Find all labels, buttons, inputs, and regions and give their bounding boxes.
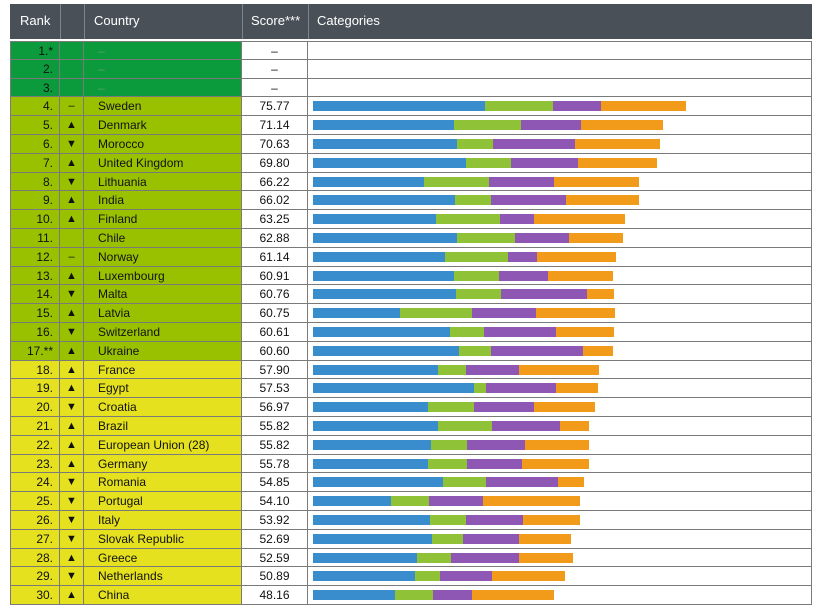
score-cell: 63.25 (242, 210, 308, 229)
rank-cell: 12. (10, 248, 60, 267)
rank-cell: 10. (10, 210, 60, 229)
category-bar-segment (431, 440, 467, 450)
rank-cell: 26. (10, 511, 60, 530)
category-bar-segment (313, 590, 395, 600)
category-bar-segment (466, 365, 519, 375)
category-bar-segment (485, 101, 553, 111)
categories-cell (308, 549, 812, 568)
score-cell: 60.75 (242, 304, 308, 323)
category-bar-segment (455, 195, 491, 205)
trend-icon: ▲ (60, 455, 84, 474)
categories-cell (308, 361, 812, 380)
table-row (10, 586, 812, 605)
country-cell: Sweden (84, 97, 242, 116)
table-row (10, 530, 812, 549)
category-bar-segment (472, 590, 554, 600)
categories-cell (308, 323, 812, 342)
categories-cell (308, 417, 812, 436)
categories-cell (308, 79, 812, 98)
header-categories: Categories (317, 13, 380, 28)
categories-cell (308, 248, 812, 267)
category-bar-segment (474, 383, 486, 393)
table-row (10, 567, 812, 586)
trend-icon: ▲ (60, 210, 84, 229)
score-cell: 71.14 (242, 116, 308, 135)
country-cell: India (84, 191, 242, 210)
categories-cell (308, 229, 812, 248)
header-country: Country (94, 13, 140, 28)
category-bar-segment (438, 421, 492, 431)
trend-icon: ▲ (60, 586, 84, 605)
table-row (10, 436, 812, 455)
table-header (10, 4, 812, 39)
category-bar-segment (519, 534, 571, 544)
category-bar-segment (515, 233, 569, 243)
trend-icon: ▲ (60, 154, 84, 173)
table-row (10, 361, 812, 380)
score-cell: – (242, 41, 308, 60)
score-cell: 54.85 (242, 473, 308, 492)
score-cell: 52.69 (242, 530, 308, 549)
rank-cell: 6. (10, 135, 60, 154)
category-bar-segment (313, 421, 438, 431)
rank-cell: 23. (10, 455, 60, 474)
category-bar-segment (415, 571, 440, 581)
category-bar-segment (521, 120, 581, 130)
rank-cell: 20. (10, 398, 60, 417)
category-bar-segment (558, 477, 584, 487)
table-row (10, 417, 812, 436)
country-cell: Latvia (84, 304, 242, 323)
score-cell: 55.82 (242, 436, 308, 455)
category-bar-segment (601, 101, 686, 111)
score-cell: 70.63 (242, 135, 308, 154)
country-cell: China (84, 586, 242, 605)
category-bar-segment (467, 440, 525, 450)
country-cell: Portugal (84, 492, 242, 511)
category-bar-segment (450, 327, 484, 337)
score-cell: 54.10 (242, 492, 308, 511)
category-bar-segment (400, 308, 472, 318)
category-bar-segment (578, 158, 657, 168)
trend-icon: ▲ (60, 417, 84, 436)
country-cell: United Kingdom (84, 154, 242, 173)
rank-cell: 22. (10, 436, 60, 455)
category-bar-segment (313, 383, 474, 393)
category-bar-segment (313, 571, 415, 581)
category-bar-segment (417, 553, 451, 563)
category-bar-segment (440, 571, 492, 581)
category-bar-segment (430, 515, 466, 525)
table-row (10, 398, 812, 417)
rank-cell: 27. (10, 530, 60, 549)
category-bar-segment (313, 346, 459, 356)
table-row (10, 229, 812, 248)
categories-cell (308, 342, 812, 361)
category-bar-segment (456, 289, 501, 299)
country-cell: Norway (84, 248, 242, 267)
category-bar-segment (489, 177, 554, 187)
country-cell: Lithuania (84, 173, 242, 192)
category-bar-segment (523, 515, 580, 525)
country-cell: – (84, 79, 242, 98)
table-row (10, 285, 812, 304)
categories-cell (308, 135, 812, 154)
table-row (10, 79, 812, 98)
trend-icon: ▲ (60, 267, 84, 286)
rank-cell: 13. (10, 267, 60, 286)
score-cell: 60.91 (242, 267, 308, 286)
category-bar-segment (313, 177, 424, 187)
categories-cell (308, 60, 812, 79)
rank-cell: 14. (10, 285, 60, 304)
category-bar-segment (313, 496, 391, 506)
country-cell: France (84, 361, 242, 380)
rank-cell: 24. (10, 473, 60, 492)
country-cell: Romania (84, 473, 242, 492)
country-cell: Greece (84, 549, 242, 568)
country-cell: Ukraine (84, 342, 242, 361)
score-cell: 57.53 (242, 379, 308, 398)
trend-icon: ▼ (60, 173, 84, 192)
country-cell: Germany (84, 455, 242, 474)
trend-icon: ▼ (60, 135, 84, 154)
score-cell: 52.59 (242, 549, 308, 568)
category-bar-segment (548, 271, 613, 281)
score-cell: 61.14 (242, 248, 308, 267)
table-row (10, 549, 812, 568)
table-row (10, 154, 812, 173)
header-score: Score*** (251, 13, 301, 28)
category-bar-segment (492, 421, 560, 431)
table-row (10, 135, 812, 154)
trend-icon: ▼ (60, 323, 84, 342)
category-bar-segment (395, 590, 433, 600)
trend-icon: ▲ (60, 436, 84, 455)
rank-cell: 30. (10, 586, 60, 605)
table-row (10, 191, 812, 210)
score-cell: 66.22 (242, 173, 308, 192)
category-bar-segment (467, 459, 522, 469)
rank-cell: 15. (10, 304, 60, 323)
category-bar-segment (566, 195, 639, 205)
category-bar-segment (500, 214, 534, 224)
country-cell: European Union (28) (84, 436, 242, 455)
table-row (10, 173, 812, 192)
rank-cell: 25. (10, 492, 60, 511)
rank-cell: 4. (10, 97, 60, 116)
trend-icon: ▼ (60, 511, 84, 530)
categories-cell (308, 379, 812, 398)
category-bar-segment (313, 271, 454, 281)
categories-cell (308, 267, 812, 286)
category-bar-segment (575, 139, 660, 149)
score-cell: 60.61 (242, 323, 308, 342)
score-cell: – (242, 60, 308, 79)
category-bar-segment (313, 477, 443, 487)
category-bar-segment (313, 308, 400, 318)
category-bar-segment (484, 327, 556, 337)
country-cell: Chile (84, 229, 242, 248)
category-bar-segment (536, 308, 615, 318)
score-cell: 69.80 (242, 154, 308, 173)
category-bar-segment (556, 383, 598, 393)
table-row (10, 60, 812, 79)
categories-cell (308, 154, 812, 173)
country-cell: Finland (84, 210, 242, 229)
category-bar-segment (424, 177, 489, 187)
country-cell: Netherlands (84, 567, 242, 586)
category-bar-segment (569, 233, 623, 243)
categories-cell (308, 455, 812, 474)
rank-cell: 16. (10, 323, 60, 342)
category-bar-segment (313, 289, 456, 299)
category-bar-segment (474, 402, 534, 412)
score-cell: 55.78 (242, 455, 308, 474)
category-bar-segment (454, 120, 521, 130)
category-bar-segment (443, 477, 486, 487)
trend-icon: ▼ (60, 492, 84, 511)
category-bar-segment (313, 515, 430, 525)
rank-cell: 7. (10, 154, 60, 173)
country-cell: Denmark (84, 116, 242, 135)
categories-cell (308, 473, 812, 492)
trend-icon: – (60, 97, 84, 116)
country-cell: – (84, 41, 242, 60)
trend-icon: ▼ (60, 567, 84, 586)
rank-cell: 28. (10, 549, 60, 568)
trend-icon: ▲ (60, 191, 84, 210)
category-bar-segment (457, 233, 515, 243)
category-bar-segment (483, 496, 580, 506)
category-bar-segment (466, 158, 511, 168)
category-bar-segment (313, 158, 466, 168)
category-bar-segment (554, 177, 639, 187)
score-cell: 60.76 (242, 285, 308, 304)
table-row (10, 323, 812, 342)
category-bar-segment (429, 496, 483, 506)
country-cell: Luxembourg (84, 267, 242, 286)
category-bar-segment (459, 346, 491, 356)
table-row (10, 473, 812, 492)
category-bar-segment (560, 421, 589, 431)
score-cell: 75.77 (242, 97, 308, 116)
categories-cell (308, 492, 812, 511)
categories-cell (308, 173, 812, 192)
score-cell: 53.92 (242, 511, 308, 530)
category-bar-segment (525, 440, 589, 450)
rank-cell: 9. (10, 191, 60, 210)
rank-cell: 2. (10, 60, 60, 79)
categories-cell (308, 191, 812, 210)
category-bar-segment (486, 383, 556, 393)
table-row (10, 41, 812, 60)
category-bar-segment (508, 252, 537, 262)
category-bar-segment (313, 233, 457, 243)
table-row (10, 97, 812, 116)
category-bar-segment (491, 195, 566, 205)
header-divider (84, 4, 85, 39)
trend-icon: ▼ (60, 285, 84, 304)
category-bar-segment (428, 459, 467, 469)
categories-cell (308, 304, 812, 323)
category-bar-segment (313, 120, 454, 130)
category-bar-segment (433, 590, 472, 600)
score-cell: 60.60 (242, 342, 308, 361)
category-bar-segment (313, 195, 455, 205)
category-bar-segment (313, 101, 485, 111)
category-bar-segment (391, 496, 429, 506)
categories-cell (308, 567, 812, 586)
rank-cell: 17.** (10, 342, 60, 361)
categories-cell (308, 210, 812, 229)
country-cell: Egypt (84, 379, 242, 398)
category-bar-segment (501, 289, 587, 299)
trend-icon: ▲ (60, 549, 84, 568)
rank-cell: 1.* (10, 41, 60, 60)
categories-cell (308, 116, 812, 135)
table-row (10, 511, 812, 530)
category-bar-segment (313, 553, 417, 563)
categories-cell (308, 285, 812, 304)
category-bar-segment (451, 553, 519, 563)
country-cell: Switzerland (84, 323, 242, 342)
category-bar-segment (493, 139, 575, 149)
country-cell: Malta (84, 285, 242, 304)
category-bar-segment (519, 553, 573, 563)
trend-icon: ▲ (60, 342, 84, 361)
score-cell: – (242, 79, 308, 98)
country-cell: Italy (84, 511, 242, 530)
category-bar-segment (438, 365, 466, 375)
table-row (10, 379, 812, 398)
categories-cell (308, 511, 812, 530)
category-bar-segment (313, 365, 438, 375)
category-bar-segment (522, 459, 589, 469)
category-bar-segment (553, 101, 601, 111)
country-cell: Slovak Republic (84, 530, 242, 549)
rank-cell: 5. (10, 116, 60, 135)
category-bar-segment (556, 327, 614, 337)
trend-icon (60, 41, 84, 60)
table-row (10, 210, 812, 229)
category-bar-segment (457, 139, 493, 149)
category-bar-segment (432, 534, 463, 544)
categories-cell (308, 41, 812, 60)
category-bar-segment (466, 515, 523, 525)
category-bar-segment (499, 271, 548, 281)
trend-icon: ▼ (60, 530, 84, 549)
header-divider (242, 4, 243, 39)
category-bar-segment (454, 271, 499, 281)
score-cell: 57.90 (242, 361, 308, 380)
rank-cell: 21. (10, 417, 60, 436)
category-bar-segment (313, 534, 432, 544)
table-row (10, 304, 812, 323)
category-bar-segment (313, 440, 431, 450)
trend-icon: ▲ (60, 304, 84, 323)
category-bar-segment (428, 402, 474, 412)
trend-icon (60, 229, 84, 248)
rank-cell: 29. (10, 567, 60, 586)
category-bar-segment (587, 289, 614, 299)
trend-icon: ▲ (60, 361, 84, 380)
trend-icon: ▲ (60, 116, 84, 135)
trend-icon: ▼ (60, 398, 84, 417)
category-bar-segment (445, 252, 508, 262)
category-bar-segment (486, 477, 558, 487)
category-bar-segment (581, 120, 663, 130)
trend-icon: – (60, 248, 84, 267)
categories-cell (308, 436, 812, 455)
table-row (10, 455, 812, 474)
categories-cell (308, 398, 812, 417)
score-cell: 66.02 (242, 191, 308, 210)
category-bar-segment (313, 252, 445, 262)
category-bar-segment (313, 139, 457, 149)
header-rank: Rank (20, 13, 51, 28)
category-bar-segment (534, 214, 625, 224)
rank-cell: 8. (10, 173, 60, 192)
category-bar-segment (313, 459, 428, 469)
category-bar-segment (436, 214, 500, 224)
score-cell: 56.97 (242, 398, 308, 417)
category-bar-segment (583, 346, 613, 356)
category-bar-segment (472, 308, 536, 318)
trend-icon (60, 79, 84, 98)
score-cell: 50.89 (242, 567, 308, 586)
rank-cell: 18. (10, 361, 60, 380)
category-bar-segment (313, 214, 436, 224)
score-cell: 62.88 (242, 229, 308, 248)
country-cell: Morocco (84, 135, 242, 154)
categories-cell (308, 97, 812, 116)
trend-icon: ▲ (60, 379, 84, 398)
country-cell: Croatia (84, 398, 242, 417)
country-cell: – (84, 60, 242, 79)
header-divider (308, 4, 309, 39)
table-row (10, 267, 812, 286)
category-bar-segment (313, 402, 428, 412)
category-bar-segment (463, 534, 519, 544)
table-row (10, 248, 812, 267)
category-bar-segment (534, 402, 595, 412)
category-bar-segment (537, 252, 616, 262)
category-bar-segment (491, 346, 583, 356)
category-bar-segment (519, 365, 599, 375)
rank-cell: 3. (10, 79, 60, 98)
rank-cell: 11. (10, 229, 60, 248)
table-row (10, 116, 812, 135)
category-bar-segment (313, 327, 450, 337)
category-bar-segment (492, 571, 565, 581)
table-row (10, 492, 812, 511)
categories-cell (308, 530, 812, 549)
country-cell: Brazil (84, 417, 242, 436)
table-row (10, 342, 812, 361)
category-bar-segment (511, 158, 578, 168)
score-cell: 55.82 (242, 417, 308, 436)
trend-icon (60, 60, 84, 79)
rank-cell: 19. (10, 379, 60, 398)
header-divider (60, 4, 61, 39)
trend-icon: ▼ (60, 473, 84, 492)
categories-cell (308, 586, 812, 605)
score-cell: 48.16 (242, 586, 308, 605)
